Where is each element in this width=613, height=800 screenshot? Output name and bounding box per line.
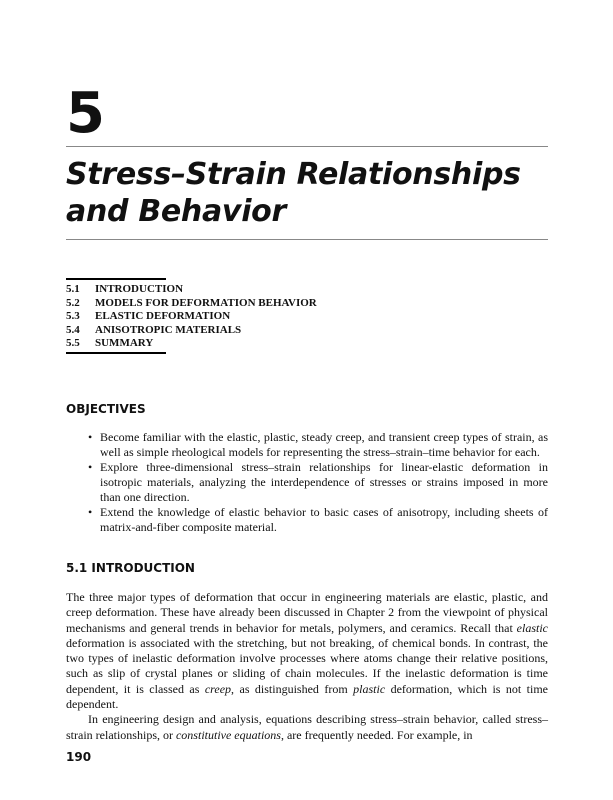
text-run: The three major types of deformation that occur in engineering materials are elastic, plastic, and creep deformation. These have already been discussed in Chapter 2 from the viewpoint of physical mechanisms and general trends in behavior for metals, polymers, and ceramics. Recall that — [66, 590, 548, 635]
toc-item-number: 5.4 — [66, 323, 80, 336]
toc-item-number: 5.5 — [66, 337, 80, 349]
objective-item — [88, 430, 548, 460]
chapter-toc — [66, 283, 317, 351]
toc-item — [66, 310, 317, 324]
text-run: deformation, which is not time dependent. — [66, 681, 548, 712]
toc-item-number: 5.1 — [66, 283, 80, 295]
objective-text: Explore three-dimensional stress–strain relationships for linear-elastic deformation in isotropic materials, analyzing the interdependence of stresses or strains imposed in more than one direction. — [100, 460, 548, 504]
italic-term: plastic — [353, 681, 386, 696]
bullet-icon: • — [88, 505, 93, 519]
toc-item-title: MODELS FOR DEFORMATION BEHAVIOR — [95, 296, 317, 309]
toc-item — [66, 337, 317, 351]
toc-item-number: 5.2 — [66, 296, 80, 309]
toc-item-title: INTRODUCTION — [95, 283, 184, 295]
paragraph — [66, 712, 548, 743]
text-run: deformation is associated with the stretching, but not breaking, of chemical bonds. In contrast, the two types of inelastic deformation involve processes where atoms change their relative positions, such as slip of crystal planes or sliding of chain molecules. If the inelastic deformation is time dependent, it is classed as — [66, 635, 548, 696]
text-run: , as distinguished from — [231, 681, 354, 696]
toc-item — [66, 283, 317, 297]
chapter-title: Stress–Strain Relationships and Behavior — [66, 157, 521, 229]
toc-item — [66, 297, 317, 311]
objective-item — [88, 460, 548, 505]
objectives-list — [88, 430, 548, 535]
italic-term: constitutive equations — [175, 727, 281, 742]
objective-item — [88, 505, 548, 535]
bullet-icon: • — [88, 460, 93, 474]
chapter-number: 5 — [66, 81, 104, 146]
text-run: , are frequently needed. For example, in — [280, 727, 473, 742]
toc-item-title: ANISOTROPIC MATERIALS — [95, 323, 242, 336]
bullet-icon: • — [88, 430, 93, 444]
toc-item-number: 5.3 — [66, 310, 80, 322]
toc-item-title: SUMMARY — [95, 337, 154, 349]
toc-item — [66, 324, 317, 338]
objective-text: Extend the knowledge of elastic behavior to basic cases of anisotropy, including sheets of matrix-and-fiber composite material. — [100, 505, 548, 534]
paragraph — [66, 590, 548, 712]
toc-bottom-bar — [66, 352, 166, 354]
section-heading: 5.1 INTRODUCTION — [66, 561, 195, 575]
page-number: 190 — [66, 750, 92, 764]
italic-term: elastic — [516, 620, 548, 635]
toc-top-bar — [66, 278, 166, 280]
italic-term: creep — [204, 681, 232, 696]
toc-item-title: ELASTIC DEFORMATION — [95, 310, 231, 322]
body-text — [66, 590, 548, 743]
objective-text: Become familiar with the elastic, plastic, steady creep, and transient creep types of strain, as well as simple rheological models for representing the stress–strain–time behavior for each. — [100, 430, 548, 459]
objectives-heading: OBJECTIVES — [66, 402, 146, 416]
title-bottom-rule — [66, 239, 548, 240]
text-run: In engineering design and analysis, equations describing stress–strain behavior, called stress–strain relationships, or — [66, 712, 548, 742]
title-top-rule — [66, 146, 548, 147]
